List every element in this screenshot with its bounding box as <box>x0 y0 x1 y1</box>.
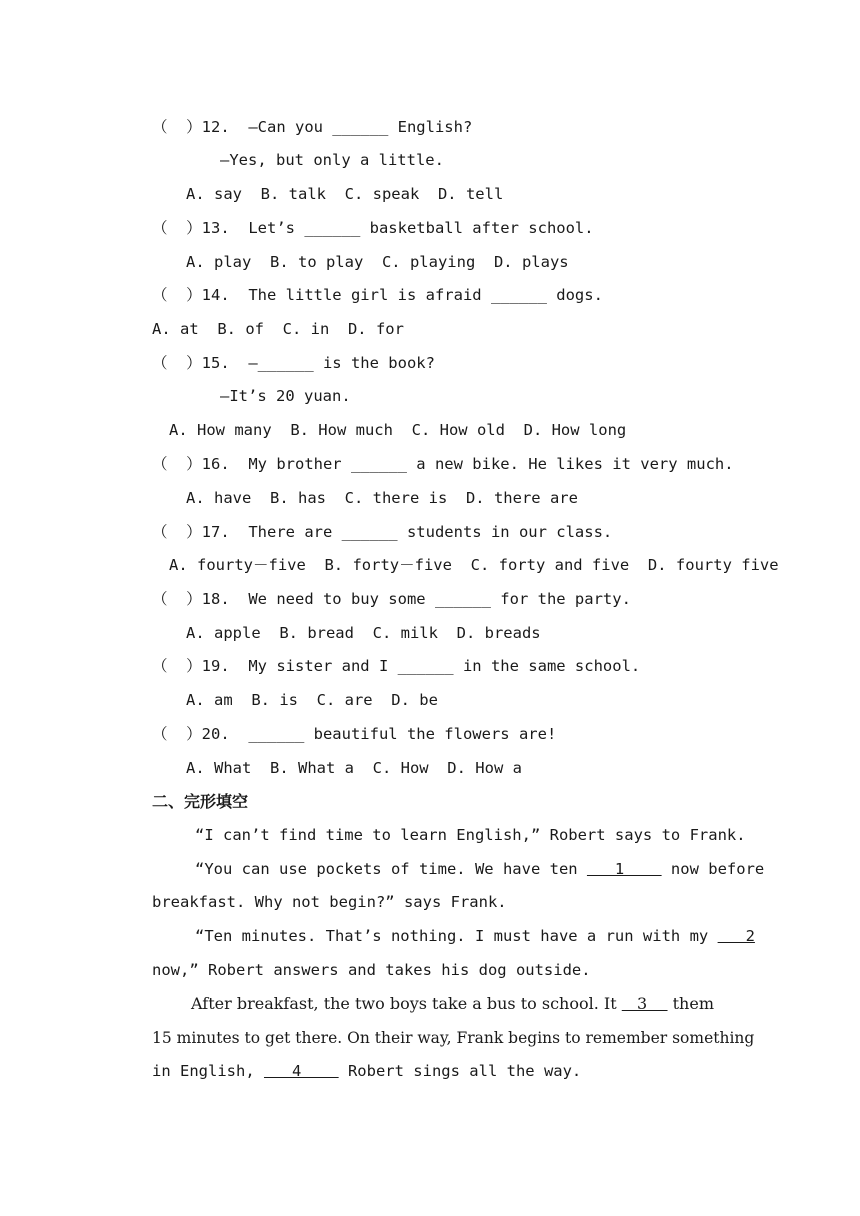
question-20-options: A. What B. What a C. How D. How a <box>186 759 522 777</box>
question-16-options: A. have B. has C. there is D. there are <box>186 489 578 507</box>
cloze-blank-1[interactable]: 1 <box>586 860 662 878</box>
cloze-paragraph-2-line-1 <box>195 859 764 879</box>
cloze-blank-2[interactable]: 2 <box>717 927 755 945</box>
cloze-text: “You can use pockets of time. We have ten <box>195 860 587 878</box>
cloze-text: “Ten minutes. That’s nothing. I must have a run with my <box>195 927 718 945</box>
cloze-paragraph-4-line-3 <box>152 1061 581 1081</box>
cloze-text: Robert sings all the way. <box>338 1062 582 1080</box>
cloze-paragraph-2-line-2: breakfast. Why not begin?” says Frank. <box>152 893 507 911</box>
question-16: （ ）16. My brother ______ a new bike. He likes it very much. <box>152 455 734 473</box>
question-12: （ ）12. —Can you ______ English? <box>152 118 473 136</box>
question-19-options: A. am B. is C. are D. be <box>186 691 438 709</box>
cloze-text: After breakfast, the two boys take a bus to school. It <box>191 994 622 1013</box>
cloze-paragraph-1: “I can’t find time to learn English,” Robert says to Frank. <box>195 826 746 844</box>
question-17-options: A. fourty－five B. forty－five C. forty and five D. fourty five <box>169 556 779 574</box>
section-title: 二、完形填空 <box>152 792 249 811</box>
cloze-paragraph-3-line-2: now,” Robert answers and takes his dog outside. <box>152 961 591 979</box>
question-18: （ ）18. We need to buy some ______ for the party. <box>152 590 631 608</box>
question-20: （ ）20. ______ beautiful the flowers are! <box>152 725 557 743</box>
question-15-options: A. How many B. How much C. How old D. How long <box>169 421 627 439</box>
cloze-paragraph-4-line-2: 15 minutes to get there. On their way, Frank begins to remember something <box>152 1029 755 1047</box>
question-13-options: A. play B. to play C. playing D. plays <box>186 253 569 271</box>
question-14-options: A. at B. of C. in D. for <box>152 320 404 338</box>
cloze-paragraph-3-line-1 <box>195 926 755 946</box>
question-15-reply: —It’s 20 yuan. <box>220 387 351 405</box>
question-14: （ ）14. The little girl is afraid ______ dogs. <box>152 286 603 304</box>
cloze-text: in English, <box>152 1062 264 1080</box>
cloze-paragraph-4-line-1 <box>191 994 714 1014</box>
cloze-blank-4[interactable]: 4 <box>263 1062 339 1080</box>
cloze-blank-3[interactable]: 3 <box>621 994 668 1013</box>
question-19: （ ）19. My sister and I ______ in the same school. <box>152 657 641 675</box>
cloze-text: them <box>667 994 714 1013</box>
question-15: （ ）15. —______ is the book? <box>152 354 435 372</box>
question-13: （ ）13. Let’s ______ basketball after school. <box>152 219 594 237</box>
question-12-options: A. say B. talk C. speak D. tell <box>186 185 504 203</box>
question-12-reply: —Yes, but only a little. <box>220 151 444 169</box>
question-17: （ ）17. There are ______ students in our class. <box>152 523 613 541</box>
question-18-options: A. apple B. bread C. milk D. breads <box>186 624 541 642</box>
cloze-text: now before <box>661 860 765 878</box>
